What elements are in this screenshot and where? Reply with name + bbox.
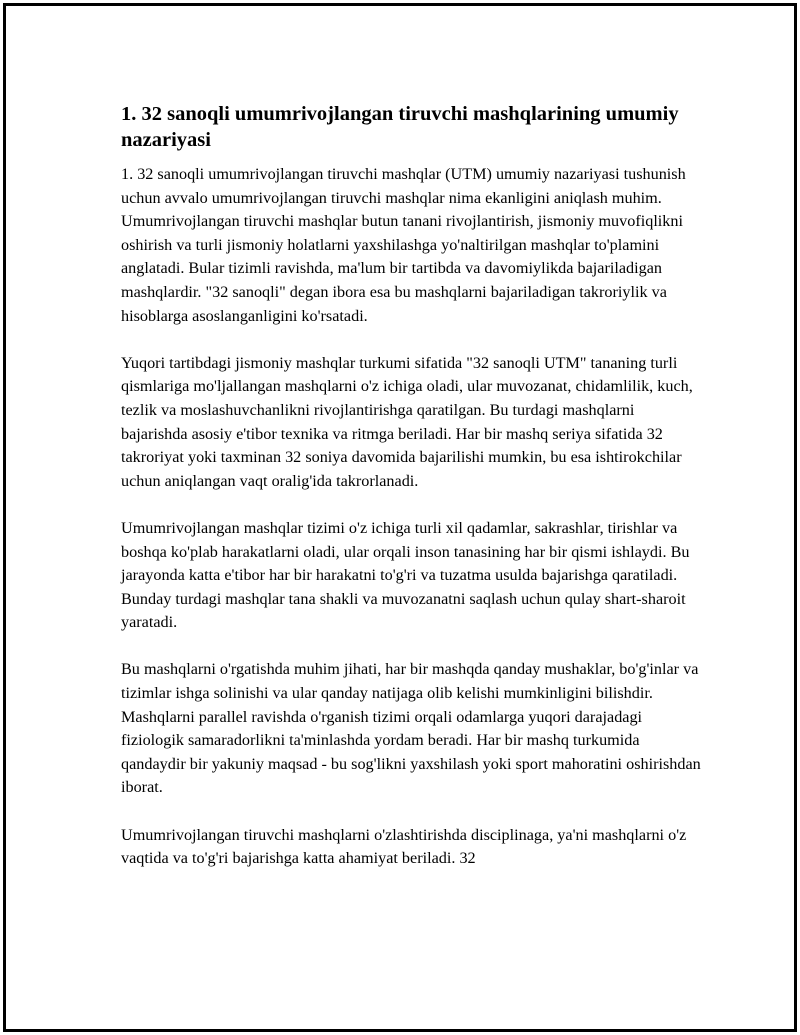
paragraph-4: Bu mashqlarni o'rgatishda muhim jihati, har bir mashqda qanday mushaklar, bo'g'inlar va tizimlar ishga solinishi va ular qanday natijaga olib kelishi mumkinligini bilishdir. Mashqlarni parallel ravishda o'rganish tizimi orqali odamlarga yuqori darajadagi fiziologik samaradorlikni ta'minlashda yordam beradi. Har bir mashq turkumida qandaydir bir yakuniy maqsad - bu sog'likni yaxshilash yoki sport mahoratini oshirishdan iborat. [121, 660, 701, 797]
paragraph-3: Umumrivojlangan mashqlar tizimi o'z ichiga turli xil qadamlar, sakrashlar, tirishlar va boshqa ko'plab harakatlarni oladi, ular orqali inson tanasining har bir qismi ishlaydi. Bu jarayonda katta e'tibor har bir harakatni to'g'ri va tuzatma usulda bajarishga qaratiladi. Bunday turdagi mashqlar tana shakli va muvozanatni saqlash uchun qulay shart-sharoit yaratadi. [121, 518, 690, 632]
page-frame [3, 3, 797, 1032]
paragraph-1: 1. 32 sanoqli umumrivojlangan tiruvchi mashqlar (UTM) umumiy nazariyasi tushunish uchun avvalo umumrivojlangan tiruvchi mashqlar nima ekanligini aniqlash muhim. Umumrivojlangan tiruvchi mashqlar butun tanani rivojlantirish, jismoniy muvofiqlikni oshirish va turli jismoniy holatlarni yaxshilashga yo'naltirilgan mashqlar to'plamini anglatadi. Bular tizimli ravishda, ma'lum bir tartibda va davomiylikda bajariladigan mashqlardir. "32 sanoqli" degan ibora esa bu mashqlarni bajariladigan takroriylik va hisoblarga asoslanganligini ko'rsatadi. [121, 165, 686, 325]
paragraph-5: Umumrivojlangan tiruvchi mashqlarni o'zlashtirishda disciplinaga, ya'ni mashqlarni o'z vaqtida va to'g'ri bajarishga katta ahamiyat beriladi. 32 [121, 825, 687, 868]
paragraph-2: Yuqori tartibdagi jismoniy mashqlar turkumi sifatida "32 sanoqli UTM" tananing turli qismlariga mo'ljallangan mashqlarni o'z ichiga oladi, ular muvozanat, chidamlilik, kuch, tezlik va moslashuvchanlikni rivojlantirishga qaratilgan. Bu turdagi mashqlarni bajarishda asosiy e'tibor texnika va ritmga beriladi. Har bir mashq seriya sifatida 32 takroriyat yoki taxminan 32 soniya davomida bajarilishi mumkin, bu esa ishtirokchilar uchun aniqlangan vaqt oralig'ida takrorlanadi. [121, 353, 693, 490]
document-title: 1. 32 sanoqli umumrivojlangan tiruvchi mashqlarining umumiy nazariyasi [121, 103, 679, 151]
document-body [121, 101, 701, 871]
